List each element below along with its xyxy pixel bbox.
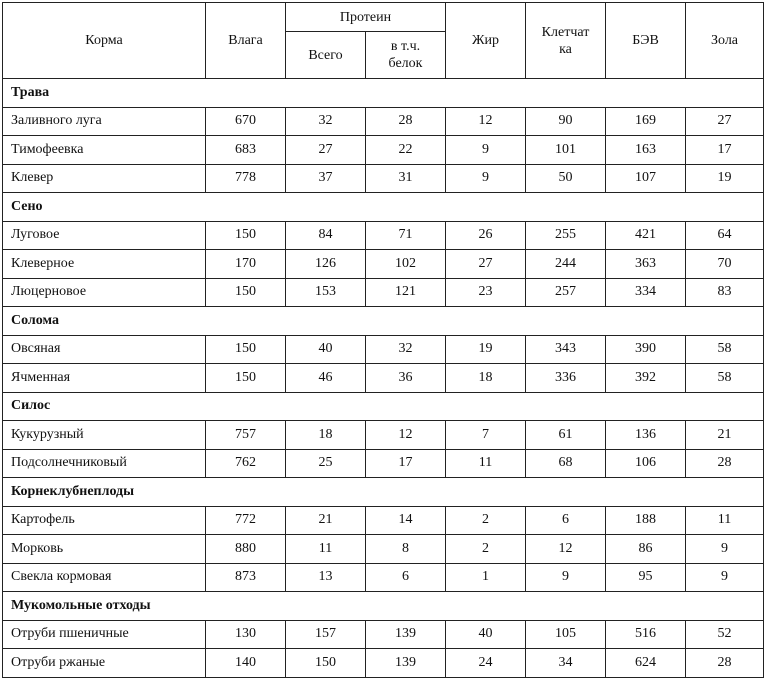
value-cell: 343	[526, 335, 606, 364]
value-cell: 90	[526, 107, 606, 136]
table-row	[3, 164, 764, 193]
value-cell: 139	[366, 620, 446, 649]
value-cell: 22	[366, 136, 446, 165]
value-cell: 363	[606, 250, 686, 279]
feed-name-cell: Овсяная	[3, 335, 206, 364]
value-cell: 1	[446, 563, 526, 592]
value-cell: 26	[446, 221, 526, 250]
feed-name-cell: Кукурузный	[3, 421, 206, 450]
table-row	[3, 221, 764, 250]
feed-name-cell: Тимофеевка	[3, 136, 206, 165]
feed-name-cell: Отруби ржаные	[3, 649, 206, 678]
feed-name-cell: Клевер	[3, 164, 206, 193]
value-cell: 150	[206, 278, 286, 307]
value-cell: 9	[446, 164, 526, 193]
value-cell: 37	[286, 164, 366, 193]
value-cell: 95	[606, 563, 686, 592]
value-cell: 61	[526, 421, 606, 450]
value-cell: 70	[686, 250, 764, 279]
header-ash: Зола	[686, 3, 764, 79]
feed-name-cell: Клеверное	[3, 250, 206, 279]
table-row	[3, 107, 764, 136]
value-cell: 139	[366, 649, 446, 678]
feed-name-cell: Луговое	[3, 221, 206, 250]
value-cell: 624	[606, 649, 686, 678]
value-cell: 71	[366, 221, 446, 250]
value-cell: 28	[686, 449, 764, 478]
table-row	[3, 136, 764, 165]
value-cell: 27	[286, 136, 366, 165]
value-cell: 11	[286, 535, 366, 564]
value-cell: 28	[366, 107, 446, 136]
value-cell: 11	[446, 449, 526, 478]
value-cell: 255	[526, 221, 606, 250]
value-cell: 880	[206, 535, 286, 564]
group-title: Трава	[3, 79, 764, 108]
feed-name-cell: Морковь	[3, 535, 206, 564]
value-cell: 188	[606, 506, 686, 535]
value-cell: 23	[446, 278, 526, 307]
value-cell: 683	[206, 136, 286, 165]
value-cell: 121	[366, 278, 446, 307]
header-protein-total: Всего	[286, 32, 366, 79]
table-header	[3, 3, 764, 79]
value-cell: 257	[526, 278, 606, 307]
value-cell: 670	[206, 107, 286, 136]
value-cell: 31	[366, 164, 446, 193]
group-row	[3, 478, 764, 507]
value-cell: 84	[286, 221, 366, 250]
value-cell: 130	[206, 620, 286, 649]
group-title: Солома	[3, 307, 764, 336]
value-cell: 336	[526, 364, 606, 393]
table-row	[3, 250, 764, 279]
value-cell: 19	[446, 335, 526, 364]
value-cell: 83	[686, 278, 764, 307]
table-row	[3, 506, 764, 535]
value-cell: 2	[446, 506, 526, 535]
group-row	[3, 79, 764, 108]
value-cell: 24	[446, 649, 526, 678]
value-cell: 778	[206, 164, 286, 193]
table-row	[3, 335, 764, 364]
header-fiber-line1: Клетчат	[541, 24, 590, 40]
table-row	[3, 421, 764, 450]
feed-composition-table	[2, 2, 764, 678]
value-cell: 772	[206, 506, 286, 535]
value-cell: 34	[526, 649, 606, 678]
value-cell: 334	[606, 278, 686, 307]
value-cell: 7	[446, 421, 526, 450]
value-cell: 163	[606, 136, 686, 165]
value-cell: 762	[206, 449, 286, 478]
group-title: Корнеклубнеплоды	[3, 478, 764, 507]
value-cell: 27	[686, 107, 764, 136]
header-fiber-line2: ка	[559, 41, 572, 57]
feed-name-cell: Отруби пшеничные	[3, 620, 206, 649]
value-cell: 50	[526, 164, 606, 193]
value-cell: 107	[606, 164, 686, 193]
feed-name-cell: Свекла кормовая	[3, 563, 206, 592]
value-cell: 101	[526, 136, 606, 165]
value-cell: 516	[606, 620, 686, 649]
value-cell: 126	[286, 250, 366, 279]
value-cell: 150	[206, 221, 286, 250]
header-protein-incl-line2: белок	[388, 56, 423, 71]
header-moisture: Влага	[206, 3, 286, 79]
value-cell: 6	[526, 506, 606, 535]
group-title: Сено	[3, 193, 764, 222]
value-cell: 244	[526, 250, 606, 279]
value-cell: 21	[286, 506, 366, 535]
value-cell: 102	[366, 250, 446, 279]
value-cell: 8	[366, 535, 446, 564]
value-cell: 25	[286, 449, 366, 478]
value-cell: 12	[366, 421, 446, 450]
value-cell: 32	[286, 107, 366, 136]
value-cell: 6	[366, 563, 446, 592]
value-cell: 757	[206, 421, 286, 450]
feed-name-cell: Заливного луга	[3, 107, 206, 136]
value-cell: 32	[366, 335, 446, 364]
value-cell: 46	[286, 364, 366, 393]
value-cell: 11	[686, 506, 764, 535]
value-cell: 12	[526, 535, 606, 564]
header-fiber	[526, 3, 606, 79]
value-cell: 27	[446, 250, 526, 279]
table-row	[3, 620, 764, 649]
header-protein: Протеин	[286, 3, 446, 32]
table-row	[3, 563, 764, 592]
value-cell: 21	[686, 421, 764, 450]
value-cell: 392	[606, 364, 686, 393]
value-cell: 150	[286, 649, 366, 678]
value-cell: 421	[606, 221, 686, 250]
header-bev: БЭВ	[606, 3, 686, 79]
group-row	[3, 307, 764, 336]
value-cell: 9	[446, 136, 526, 165]
value-cell: 17	[686, 136, 764, 165]
header-protein-incl-line1: в т.ч.	[390, 39, 421, 54]
table-row	[3, 364, 764, 393]
value-cell: 140	[206, 649, 286, 678]
value-cell: 86	[606, 535, 686, 564]
value-cell: 873	[206, 563, 286, 592]
value-cell: 18	[446, 364, 526, 393]
value-cell: 58	[686, 364, 764, 393]
header-protein-incl	[366, 32, 446, 79]
value-cell: 13	[286, 563, 366, 592]
value-cell: 150	[206, 335, 286, 364]
group-row	[3, 193, 764, 222]
value-cell: 2	[446, 535, 526, 564]
value-cell: 170	[206, 250, 286, 279]
header-feed: Корма	[3, 3, 206, 79]
value-cell: 105	[526, 620, 606, 649]
value-cell: 19	[686, 164, 764, 193]
value-cell: 28	[686, 649, 764, 678]
value-cell: 68	[526, 449, 606, 478]
value-cell: 40	[446, 620, 526, 649]
value-cell: 36	[366, 364, 446, 393]
value-cell: 153	[286, 278, 366, 307]
value-cell: 390	[606, 335, 686, 364]
table-row	[3, 649, 764, 678]
value-cell: 136	[606, 421, 686, 450]
header-fat: Жир	[446, 3, 526, 79]
feed-name-cell: Ячменная	[3, 364, 206, 393]
group-title: Силос	[3, 392, 764, 421]
value-cell: 9	[686, 563, 764, 592]
value-cell: 9	[686, 535, 764, 564]
table-row	[3, 535, 764, 564]
value-cell: 157	[286, 620, 366, 649]
feed-name-cell: Люцерновое	[3, 278, 206, 307]
value-cell: 18	[286, 421, 366, 450]
value-cell: 52	[686, 620, 764, 649]
table-body	[3, 79, 764, 678]
value-cell: 150	[206, 364, 286, 393]
value-cell: 9	[526, 563, 606, 592]
value-cell: 17	[366, 449, 446, 478]
value-cell: 169	[606, 107, 686, 136]
feed-name-cell: Подсолнечниковый	[3, 449, 206, 478]
value-cell: 106	[606, 449, 686, 478]
value-cell: 58	[686, 335, 764, 364]
value-cell: 64	[686, 221, 764, 250]
group-title: Мукомольные отходы	[3, 592, 764, 621]
value-cell: 40	[286, 335, 366, 364]
table-row	[3, 449, 764, 478]
group-row	[3, 592, 764, 621]
value-cell: 14	[366, 506, 446, 535]
group-row	[3, 392, 764, 421]
feed-name-cell: Картофель	[3, 506, 206, 535]
value-cell: 12	[446, 107, 526, 136]
table-row	[3, 278, 764, 307]
